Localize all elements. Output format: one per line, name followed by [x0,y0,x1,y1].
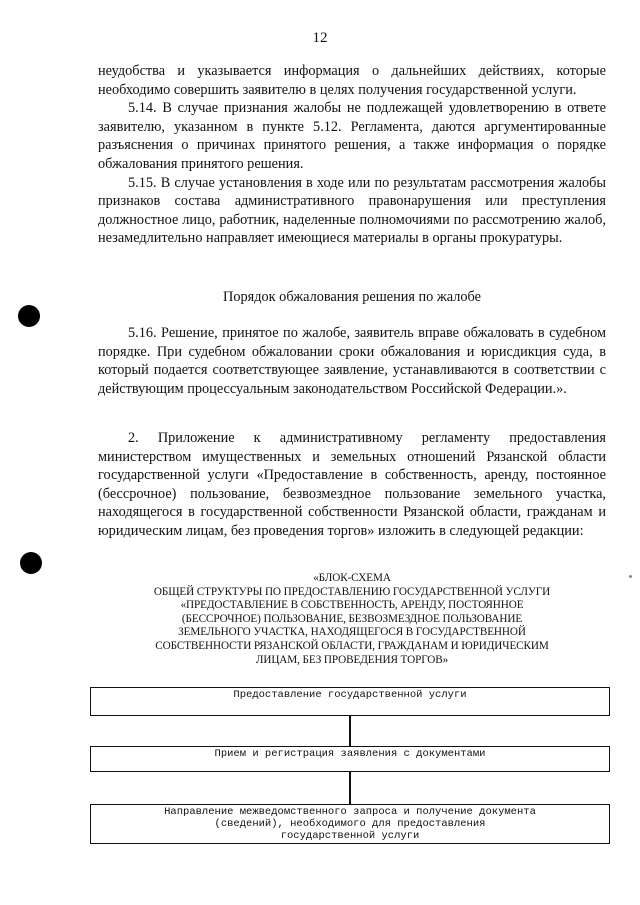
flow-box-label: Направление межведомственного запроса и получение документа (сведений), необходимого для предоставления государственной услуги [164,806,536,842]
flow-connector [349,716,351,746]
body-text-middle [98,324,606,398]
scheme-title-line: «БЛОК-СХЕМА [313,572,391,584]
flow-box-interagency-request [90,804,610,844]
scheme-title [140,572,564,667]
punch-hole-top [18,305,40,327]
paragraph-continuation: неудобства и указывается информация о дальнейших действиях, которые необходимо совершить заявителю в целях получения государственной услуги. [98,63,606,98]
paragraph-5-15: 5.15. В случае установления в ходе или по результатам рассмотрения жалобы признаков состава административного правонарушения или преступления должностное лицо, работник, наделенные полномочиями по рассмотрению жалоб, незамедлительно направляет имеющиеся материалы в органы прокуратуры. [98,174,606,247]
scheme-title-line: ЛИЦАМ, БЕЗ ПРОВЕДЕНИЯ ТОРГОВ» [255,653,449,666]
paragraph-5-14: 5.14. В случае признания жалобы не подлежащей удовлетворению в ответе заявителю, указанном в пункте 5.12. Регламента, даются аргументированные разъяснения о причинах принятого решения, а также информация о порядке обжалования принятого решения. [98,100,606,172]
punch-hole-bottom [20,552,42,574]
flow-box-label: Предоставление государственной услуги [233,689,467,701]
scan-speck [629,575,632,578]
body-text-top [98,62,606,248]
section-heading-appeal: Порядок обжалования решения по жалобе [223,289,481,305]
flow-connector [349,772,351,804]
paragraph-2: 2. Приложение к административному регламенту предоставления министерством имущественных и земельных отношений Рязанской области государственной услуги «Предоставление в собственность, аренду, постоянное (бессрочное) пользование, безвозмездное пользование земельного участка, находящегося в государственной собственности Рязанской области, гражданам и юридическим лицам, без проведения торгов» изложить в следующей редакции: [98,430,606,539]
flow-box-reception [90,746,610,772]
paragraph-5-16: 5.16. Решение, принятое по жалобе, заявитель вправе обжаловать в судебном порядке. При судебном обжаловании сроки обжалования и юрисдикция суда, в который подается соответствующее заявление, устанавливаются в соответствии с действующим процессуальным законодательством Российской Федерации.». [98,325,606,397]
scheme-title-line: ОБЩЕЙ СТРУКТУРЫ ПО ПРЕДОСТАВЛЕНИЮ ГОСУДАРСТВЕННОЙ УСЛУГИ [153,585,551,598]
scheme-title-line: «ПРЕДОСТАВЛЕНИЕ В СОБСТВЕННОСТЬ, АРЕНДУ, ПОСТОЯННОЕ [180,599,524,612]
scheme-title-line: (БЕССРОЧНОЕ) ПОЛЬЗОВАНИЕ, БЕЗВОЗМЕЗДНОЕ ПОЛЬЗОВАНИЕ [181,612,523,625]
body-text-bottom [98,429,606,541]
flow-box-label: Прием и регистрация заявления с документами [214,748,486,760]
scheme-title-line: ЗЕМЕЛЬНОГО УЧАСТКА, НАХОДЯЩЕГОСЯ В ГОСУДАРСТВЕННОЙ [178,626,526,639]
page-number: 12 [312,30,328,46]
flow-box-service [90,687,610,716]
scheme-title-line: СОБСТВЕННОСТИ РЯЗАНСКОЙ ОБЛАСТИ, ГРАЖДАНАМ И ЮРИДИЧЕСКИМ [155,639,549,652]
